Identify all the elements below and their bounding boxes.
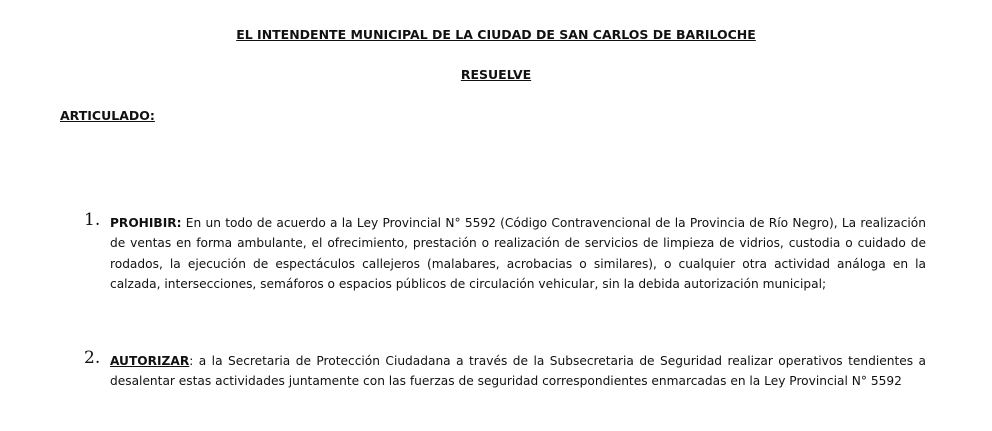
article-number: 2. [84,348,101,368]
article-text: : a la Secretaria de Protección Ciudadana a través de la Subsecretaria de Seguridad realizar operativos tendientes a desalentar estas actividades juntamente con las fuerzas de seguridad correspondientes enmarcadas en la Ley Provincial N° 5592 [110,354,926,389]
document-subtitle: RESUELVE [460,67,532,82]
article-text: En un todo de acuerdo a la Ley Provincial N° 5592 (Código Contravencional de la Provincia de Río Negro), La realización de ventas en forma ambulante, el ofrecimiento, prestación o realización de servicios de limpieza de vidrios, custodia o cuidado de rodados, la ejecución de espectáculos callejeros (malabares, acrobacias o similares), o cualquier otra actividad análoga en la calzada, intersecciones, semáforos o espacios públicos de circulación vehicular, sin la debida autorización municipal; [110,216,926,292]
section-label: ARTICULADO: [60,108,155,123]
article-body [110,213,926,295]
article-keyword: PROHIBIR: [110,216,182,230]
article-number: 1. [84,210,101,230]
document-title: EL INTENDENTE MUNICIPAL DE LA CIUDAD DE SAN CARLOS DE BARILOCHE [236,27,756,42]
article-keyword: AUTORIZAR [110,354,190,368]
article-body [110,351,926,392]
